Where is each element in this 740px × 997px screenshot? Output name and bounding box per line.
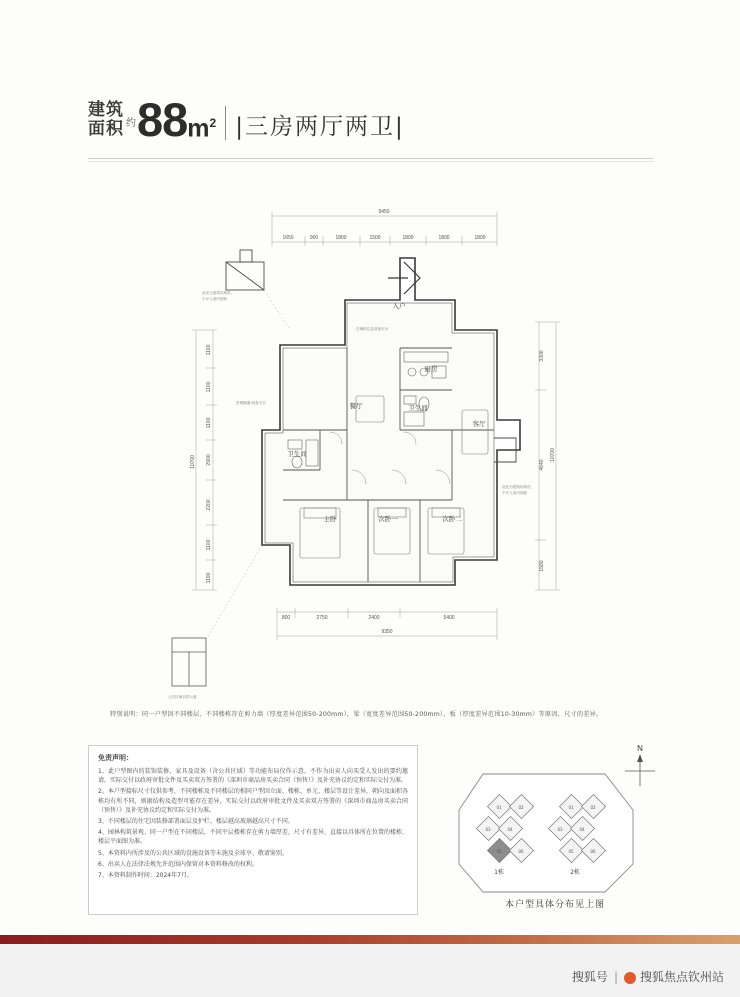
key-plan-caption: 本户型具体分布见上图 <box>504 900 605 910</box>
dim-right-1: 3300 <box>539 350 545 362</box>
room-label-bathroom-2: 卫生间 <box>287 450 307 458</box>
header-divider <box>225 106 226 140</box>
dim-bottom-3: 2400 <box>368 615 380 621</box>
disclaimer-item-6: 6、出卖人在法律法规允许范围内保留对本资料修改的权利。 <box>98 860 258 868</box>
tower-2-label: 2栋 <box>570 869 580 876</box>
dim-bottom-2: 2750 <box>316 615 328 621</box>
disclaimer-item-2: 2、本户型接标尺寸仅供参考，不同楼栋及不同楼层的相同户型因立面、楼栋、单元、楼层等设计差异，朝向及面积各栋均有所不同，则据结构及造型可能存在差异，实际交付以政府审批文件及买卖双方签署的《深圳市商品房买卖合同（预售）》及补充协议约定和实际交付为准。 <box>98 788 408 814</box>
dim-top-total: 9450 <box>378 209 390 215</box>
room-label-bedroom-3: 次卧二 <box>442 515 462 523</box>
tower2-unit-04: 04 <box>579 827 585 832</box>
tower-1-label: 1栋 <box>494 869 504 876</box>
tower1-unit-03: 03 <box>485 827 491 832</box>
header-unit-text: m <box>187 114 210 142</box>
tower1-unit-05: 05 <box>496 849 502 854</box>
header-room-config: |三房两厅两卫| <box>235 114 405 140</box>
room-label-dining: 餐厅 <box>349 402 363 410</box>
tower1-unit-01: 01 <box>496 805 502 810</box>
dim-top-6: 1800 <box>438 235 450 241</box>
dim-left-4: 2900 <box>206 454 212 466</box>
page-title <box>88 93 658 168</box>
disclaimer-item-3: 3、不同楼层的住宅因装修部署面层及护栏、楼层越高玻璃越高尺寸不同。 <box>98 818 294 826</box>
annotation-structural-column-left-2: 不计入套内面积 <box>202 297 228 301</box>
dim-top-3: 1800 <box>335 235 347 241</box>
dim-left-total: 10700 <box>190 455 196 469</box>
tower1-unit-02: 02 <box>518 805 524 810</box>
dim-left-2: 1100 <box>206 381 212 393</box>
dim-right-total: 10700 <box>550 448 556 462</box>
annotation-ac-platform: 空调机位及设备平台 <box>356 327 389 331</box>
header-area-label-line1: 建筑 <box>88 100 124 120</box>
disclaimer-item-7: 7、本资料制作时间：2024年7月。 <box>98 872 193 880</box>
dim-left-6: 1100 <box>206 539 212 551</box>
dim-left-7: 1100 <box>206 572 212 584</box>
sohu-logo-icon <box>624 972 636 984</box>
lower-detail-block <box>172 638 206 686</box>
header-area-label-line2: 面积 <box>88 119 124 139</box>
room-label-bathroom-1: 卫生间 <box>408 404 428 412</box>
header-unit-superscript: 2 <box>209 115 217 130</box>
special-note: 特别说明：同一户型因不同楼层、不同楼栋存在剪力墙（厚度差异范围50-200mm），梁（宽度差异范围50-200mm），板（厚度差异范围10-30mm）等原因，尺寸的差异。 <box>110 711 603 718</box>
annotation-landscape-window: 景观飘窗/设备平台 <box>236 401 266 405</box>
dim-left-3: 1100 <box>206 417 212 429</box>
dim-bottom-4: 5400 <box>443 615 455 621</box>
tower2-unit-01: 01 <box>568 805 574 810</box>
dim-top-1: 1650 <box>282 235 294 241</box>
tower2-unit-05: 05 <box>568 849 574 854</box>
annotation-structural-column-right: 此处为建筑结构柱, <box>502 485 532 489</box>
tower1-unit-06: 06 <box>518 849 524 854</box>
header-rule-bottom <box>88 161 654 162</box>
header-approx-symbol: 约 <box>126 118 136 129</box>
north-label: N <box>637 744 643 753</box>
room-label-entry-garden: 入户 <box>392 302 406 310</box>
north-arrow-icon <box>625 754 655 786</box>
annotation-structural-column-right-2: 不计入套内面积 <box>502 491 528 495</box>
dim-bottom-1: 800 <box>281 615 291 621</box>
dim-top-5: 1800 <box>402 235 414 241</box>
room-label-bedroom-2: 次卧一 <box>378 515 398 523</box>
dim-right-2: 4640 <box>539 459 545 471</box>
disclaimer-item-5: 5、本资料内所涉及的公共区域的设施设备等未施及全球享、敬请鉴别。 <box>98 849 288 857</box>
room-label-living: 客厅 <box>472 420 486 428</box>
brand-separator: | <box>613 969 618 984</box>
tower2-unit-06: 06 <box>590 849 596 854</box>
brand-prefix: 搜狐号 <box>571 970 608 984</box>
brand-name: 搜狐焦点钦州站 <box>639 970 724 984</box>
dim-top-7: 1800 <box>474 235 486 241</box>
tower2-unit-03: 03 <box>557 827 563 832</box>
header-rule-top <box>88 158 654 159</box>
dim-bottom-total: 9350 <box>381 629 393 635</box>
dim-left-1: 1100 <box>206 344 212 356</box>
dim-top-2: 900 <box>309 235 319 241</box>
tower2-unit-02: 02 <box>590 805 596 810</box>
disclaimer-title: 免责声明： <box>98 754 133 762</box>
leader-line-left <box>264 290 290 330</box>
room-label-kitchen: 厨房 <box>424 365 438 373</box>
dim-top-4: 1500 <box>369 235 381 241</box>
tower1-unit-04: 04 <box>507 827 513 832</box>
floorplan <box>150 195 620 699</box>
dim-left-5: 2200 <box>206 499 212 511</box>
header-area-unit <box>187 108 216 143</box>
key-plan <box>455 744 655 912</box>
disclaimer-item-1: 1、此户型图内的装饰装修、家具及设备（含公共区域）等功能布局仅作示意，不作为出卖人向买受人发出的要约邀请，实际交付以政府审批文件及买卖双方签署的《深圳市商品房买卖合同（预售）》及补充协议约定和实际交付为准。 <box>98 768 408 785</box>
brand-watermark <box>572 968 724 985</box>
header-area-label <box>88 101 124 143</box>
disclaimer-box <box>88 745 418 915</box>
annotation-structural-column-left: 此处为建筑结构柱, <box>202 291 232 295</box>
footer-gradient-bar <box>0 935 740 944</box>
disclaimer-item-4: 4、园林构筑景观、同一户型在不同楼层，不同平层楼栋存在剪力墙厚差，尺寸有差异，直接以具体所在位置的楼栋、楼层平面图为准。 <box>98 829 408 846</box>
header-area-number: 88 <box>137 93 188 146</box>
dim-right-3: 1580 <box>539 560 545 572</box>
room-label-master-bedroom: 主卧 <box>323 515 337 523</box>
annotation-public-area: 公共区域仅供示意 <box>168 695 197 699</box>
left-balcony <box>226 250 264 290</box>
footer <box>0 935 740 997</box>
